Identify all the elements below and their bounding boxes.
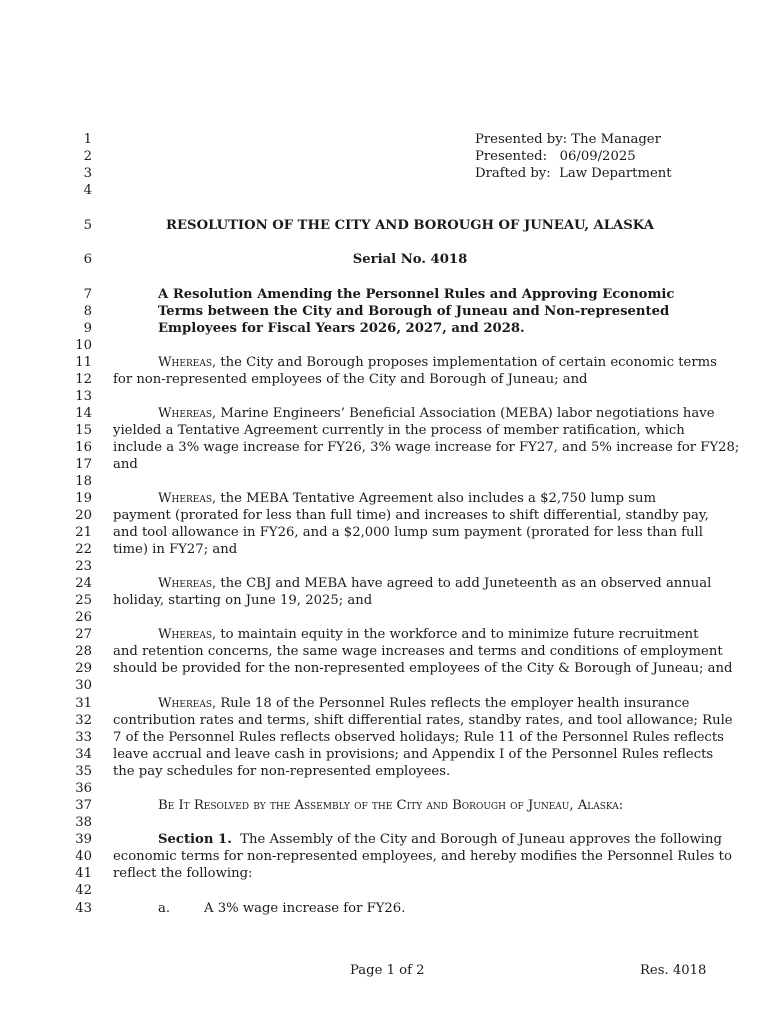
line-number: 14: [75, 406, 92, 421]
clause-line: Whereas, the CBJ and MEBA have agreed to add Juneteenth as an observed annual: [158, 576, 712, 591]
line-number: 22: [75, 542, 92, 557]
line-number: 37: [75, 798, 92, 813]
serial-number: Serial No. 4018: [352, 252, 468, 267]
line-number: 30: [75, 678, 92, 693]
line-number: 26: [75, 610, 92, 625]
clause-line: 7 of the Personnel Rules reflects observed holidays; Rule 11 of the Personnel Rules reflects: [113, 730, 724, 745]
line-number: 23: [75, 559, 92, 574]
section-line: reflect the following:: [113, 866, 253, 881]
clause-line: should be provided for the non-represented employees of the City & Borough of Juneau; and: [113, 661, 733, 676]
clause-line: Whereas, Marine Engineers’ Beneficial Association (MEBA) labor negotiations have: [158, 406, 715, 421]
line-number: 43: [75, 901, 92, 916]
line-number: 1: [83, 132, 92, 147]
line-number: 2: [83, 149, 92, 164]
clause-line: holiday, starting on June 19, 2025; and: [113, 593, 373, 608]
clause-line: Whereas, to maintain equity in the workforce and to minimize future recruitment: [158, 627, 699, 642]
list-item-text: A 3% wage increase for FY26.: [204, 901, 406, 916]
clause-line: Whereas, Rule 18 of the Personnel Rules reflects the employer health insurance: [158, 696, 690, 711]
line-number: 4: [83, 183, 92, 198]
subject-line: A Resolution Amending the Personnel Rules and Approving Economic: [158, 287, 675, 302]
line-number: 8: [83, 304, 92, 319]
section-line: economic terms for non-represented employees, and hereby modifies the Personnel Rules to: [113, 849, 732, 864]
whereas-keyword: Whereas: [158, 491, 212, 506]
line-number: 15: [75, 423, 92, 438]
line-number: 32: [75, 713, 92, 728]
line-number: 17: [75, 457, 92, 472]
section-label: Section 1.: [158, 832, 232, 847]
line-number: 41: [75, 866, 92, 881]
line-number: 42: [75, 883, 92, 898]
line-number: 27: [75, 627, 92, 642]
resolution-number: Res. 4018: [640, 963, 707, 978]
whereas-keyword: Whereas: [158, 576, 212, 591]
clause-line: the pay schedules for non-represented employees.: [113, 764, 451, 779]
list-item-label: a.: [158, 901, 171, 916]
line-number: 19: [75, 491, 92, 506]
line-number: 5: [83, 218, 92, 233]
clause-line: and tool allowance in FY26, and a $2,000 lump sum payment (prorated for less than full: [113, 525, 703, 540]
line-number: 3: [83, 166, 92, 181]
resolved-clause: Be It Resolved by the Assembly of the City and Borough of Juneau, Alaska:: [158, 798, 624, 813]
section-line: Section 1. The Assembly of the City and Borough of Juneau approves the following: [158, 832, 722, 847]
clause-line: Whereas, the MEBA Tentative Agreement also includes a $2,750 lump sum: [158, 491, 657, 506]
line-number: 6: [83, 252, 92, 267]
line-number: 9: [83, 321, 92, 336]
clause-line: include a 3% wage increase for FY26, 3% wage increase for FY27, and 5% increase for FY28;: [113, 440, 740, 455]
clause-line: yielded a Tentative Agreement currently in the process of member ratification, which: [113, 423, 685, 438]
whereas-keyword: Whereas: [158, 406, 212, 421]
line-number: 11: [75, 355, 92, 370]
line-number: 7: [83, 287, 92, 302]
resolution-title: RESOLUTION OF THE CITY AND BOROUGH OF JUNEAU, ALASKA: [166, 218, 654, 233]
line-number: 21: [75, 525, 92, 540]
line-number: 29: [75, 661, 92, 676]
subject-line: Employees for Fiscal Years 2026, 2027, and 2028.: [158, 321, 525, 336]
line-number: 31: [75, 696, 92, 711]
presented-by: Presented by: The Manager: [475, 132, 661, 147]
line-number: 12: [75, 372, 92, 387]
drafted-by: Drafted by: Law Department: [475, 166, 672, 181]
line-number: 18: [75, 474, 92, 489]
whereas-keyword: Whereas: [158, 627, 212, 642]
clause-line: payment (prorated for less than full time) and increases to shift differential, standby pay,: [113, 508, 709, 523]
clause-line: time) in FY27; and: [113, 542, 238, 557]
line-number: 13: [75, 389, 92, 404]
line-number: 33: [75, 730, 92, 745]
line-number: 40: [75, 849, 92, 864]
line-number: 38: [75, 815, 92, 830]
line-number: 35: [75, 764, 92, 779]
clause-line: and retention concerns, the same wage increases and terms and conditions of employment: [113, 644, 723, 659]
line-number: 39: [75, 832, 92, 847]
clause-line: Whereas, the City and Borough proposes implementation of certain economic terms: [158, 355, 717, 370]
clause-line: for non-represented employees of the City and Borough of Juneau; and: [113, 372, 588, 387]
clause-line: leave accrual and leave cash in provisions; and Appendix I of the Personnel Rules reflects: [113, 747, 714, 762]
line-number: 16: [75, 440, 92, 455]
line-number: 10: [75, 338, 92, 353]
line-number: 34: [75, 747, 92, 762]
clause-line: and: [113, 457, 138, 472]
whereas-keyword: Whereas: [158, 355, 212, 370]
line-number: 24: [75, 576, 92, 591]
subject-line: Terms between the City and Borough of Juneau and Non-represented: [158, 304, 670, 319]
line-number: 20: [75, 508, 92, 523]
clause-line: contribution rates and terms, shift differential rates, standby rates, and tool allowance; Rule: [113, 713, 733, 728]
line-number: 36: [75, 781, 92, 796]
line-number: 28: [75, 644, 92, 659]
line-number: 25: [75, 593, 92, 608]
whereas-keyword: Whereas: [158, 696, 212, 711]
presented-date: Presented: 06/09/2025: [475, 149, 636, 164]
page-number: Page 1 of 2: [350, 963, 425, 978]
